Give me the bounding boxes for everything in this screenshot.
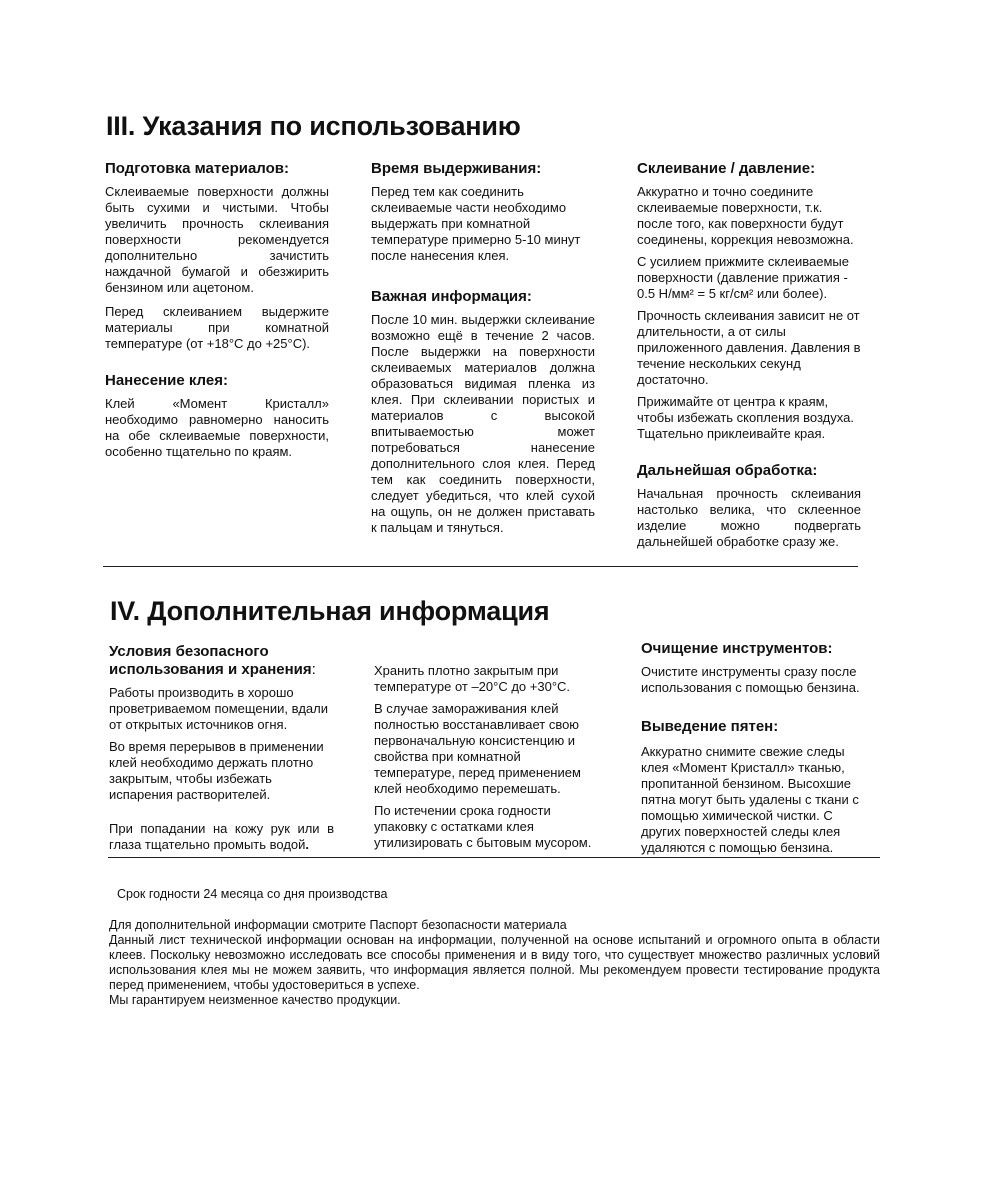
safety-paragraph-2: Во время перерывов в применении клей необходимо держать плотно закрытым, чтобы избежать испарения растворителей.: [109, 739, 324, 802]
safety-paragraph-1: Работы производить в хорошо проветриваемом помещении, вдали от открытых источников огня.: [109, 685, 329, 732]
holding-time-paragraph: Перед тем как соединить склеиваемые части необходимо выдержать при комнатной температуре примерно 5-10 минут после нанесения клея.: [371, 184, 581, 263]
footer-text-block: [109, 918, 880, 1008]
bonding-paragraph-4: Прижимайте от центра к краям, чтобы избежать скопления воздуха. Тщательно приклеивайте края.: [637, 394, 854, 441]
bonding-paragraph-2: С усилием прижмите склеиваемые поверхности (давление прижатия - 0.5 Н/мм² = 5 кг/см² или более).: [637, 254, 849, 301]
shelf-life-note: Срок годности 24 месяца со дня производства: [117, 887, 388, 901]
safety-heading-line-2: использования и хранения: [109, 661, 312, 678]
safety-heading-line-1: Условия безопасного: [109, 643, 269, 660]
further-processing-paragraph: Начальная прочность склеивания настолько велика, что склеенное изделие можно подвергать дальнейшей обработке сразу же.: [637, 486, 861, 549]
stain-removal-heading: Выведение пятен:: [641, 718, 779, 735]
quality-guarantee: Мы гарантируем неизменное качество продукции.: [109, 993, 401, 1007]
application-heading: Нанесение клея:: [105, 372, 228, 389]
further-processing-heading: Дальнейшая обработка:: [637, 462, 818, 479]
bonding-paragraph-1: Аккуратно и точно соедините склеиваемые поверхности, т.к. после того, как поверхности будут соединены, коррекция невозможна.: [637, 184, 854, 247]
section-3-column-2: [371, 160, 595, 542]
storage-paragraph-2: В случае замораживания клей полностью восстанавливает свою первоначальную консистенцию и свойства при комнатной температуре, перед применением клей необходимо перемешать.: [374, 701, 581, 796]
safety-paragraph-3-period: .: [305, 837, 310, 852]
important-info-paragraph: После 10 мин. выдержки склеивание возможно ещё в течение 2 часов. После выдержки на поверхности склеиваемых материалов должна образоваться видимая пленка из клея. При склеивании пористых и материалов с высокой впитываемостью может потребоваться нанесение дополнительного слоя клея. Перед тем как соединить поверхности, следует убедиться, что клей сухой на ощупь, он не должен приставать к пальцам и тянуться.: [371, 312, 595, 535]
preparation-heading: Подготовка материалов:: [105, 160, 290, 177]
safety-paragraph-3: При попадании на кожу рук или в глаза тщательно промыть водой: [109, 821, 334, 852]
preparation-paragraph-2: Перед склеиванием выдержите материалы при комнатной температуре (от +18°C до +25°C).: [105, 304, 329, 351]
section-4-column-3: [641, 640, 871, 862]
application-paragraph: Клей «Момент Кристалл» необходимо равномерно наносить на обе склеиваемые поверхности, особенно тщательно по краям.: [105, 396, 329, 459]
section-4-column-1: [109, 643, 334, 859]
disclaimer-paragraph: Данный лист технической информации основан на информации, полученной на основе испытаний и огромного опыта в области клеев. Поскольку невозможно исследовать все способы применения и в виду того, что существует множество различных условий использования клея мы не можем заявить, что информация является полной. Мы рекомендуем провести тестирование продукта перед применением, чтобы удостовериться в успехе.: [109, 933, 880, 992]
bonding-paragraph-3: Прочность склеивания зависит не от длительности, а от силы приложенного давления. Давления в течение нескольких секунд достаточно.: [637, 308, 861, 387]
tool-cleaning-paragraph: Очистите инструменты сразу после использования с помощью бензина.: [641, 664, 860, 695]
section-4-column-2: [374, 663, 604, 857]
storage-paragraph-3: По истечении срока годности упаковку с остатками клея утилизировать с бытовым мусором.: [374, 803, 592, 850]
tool-cleaning-heading: Очищение инструментов:: [641, 640, 833, 657]
section-3-column-3: [637, 160, 861, 556]
more-info-note: Для дополнительной информации смотрите Паспорт безопасности материала: [109, 918, 567, 932]
bonding-pressure-heading: Склеивание / давление:: [637, 160, 816, 177]
important-info-heading: Важная информация:: [371, 288, 532, 305]
holding-time-heading: Время выдерживания:: [371, 160, 542, 177]
footer-divider: [108, 857, 880, 858]
safety-heading-colon: :: [311, 661, 316, 678]
section-4-title: IV. Дополнительная информация: [110, 596, 550, 626]
section-divider: [103, 566, 858, 567]
stain-removal-paragraph: Аккуратно снимите свежие следы клея «Момент Кристалл» тканью, пропитанной бензином. Высохшие пятна могут быть удалены с ткани с помощью химической чистки. С других поверхностей следы клея удаляются с помощью бензина.: [641, 744, 859, 855]
preparation-paragraph-1: Склеиваемые поверхности должны быть сухими и чистыми. Чтобы увеличить прочность склеивания поверхности рекомендуется дополнительно зачистить наждачной бумагой и обезжирить бензином или ацетоном.: [105, 184, 329, 295]
section-3-column-1: [105, 160, 329, 466]
section-3-title: III. Указания по использованию: [106, 111, 521, 141]
storage-paragraph-1: Хранить плотно закрытым при температуре от –20°C до +30°C.: [374, 663, 571, 694]
